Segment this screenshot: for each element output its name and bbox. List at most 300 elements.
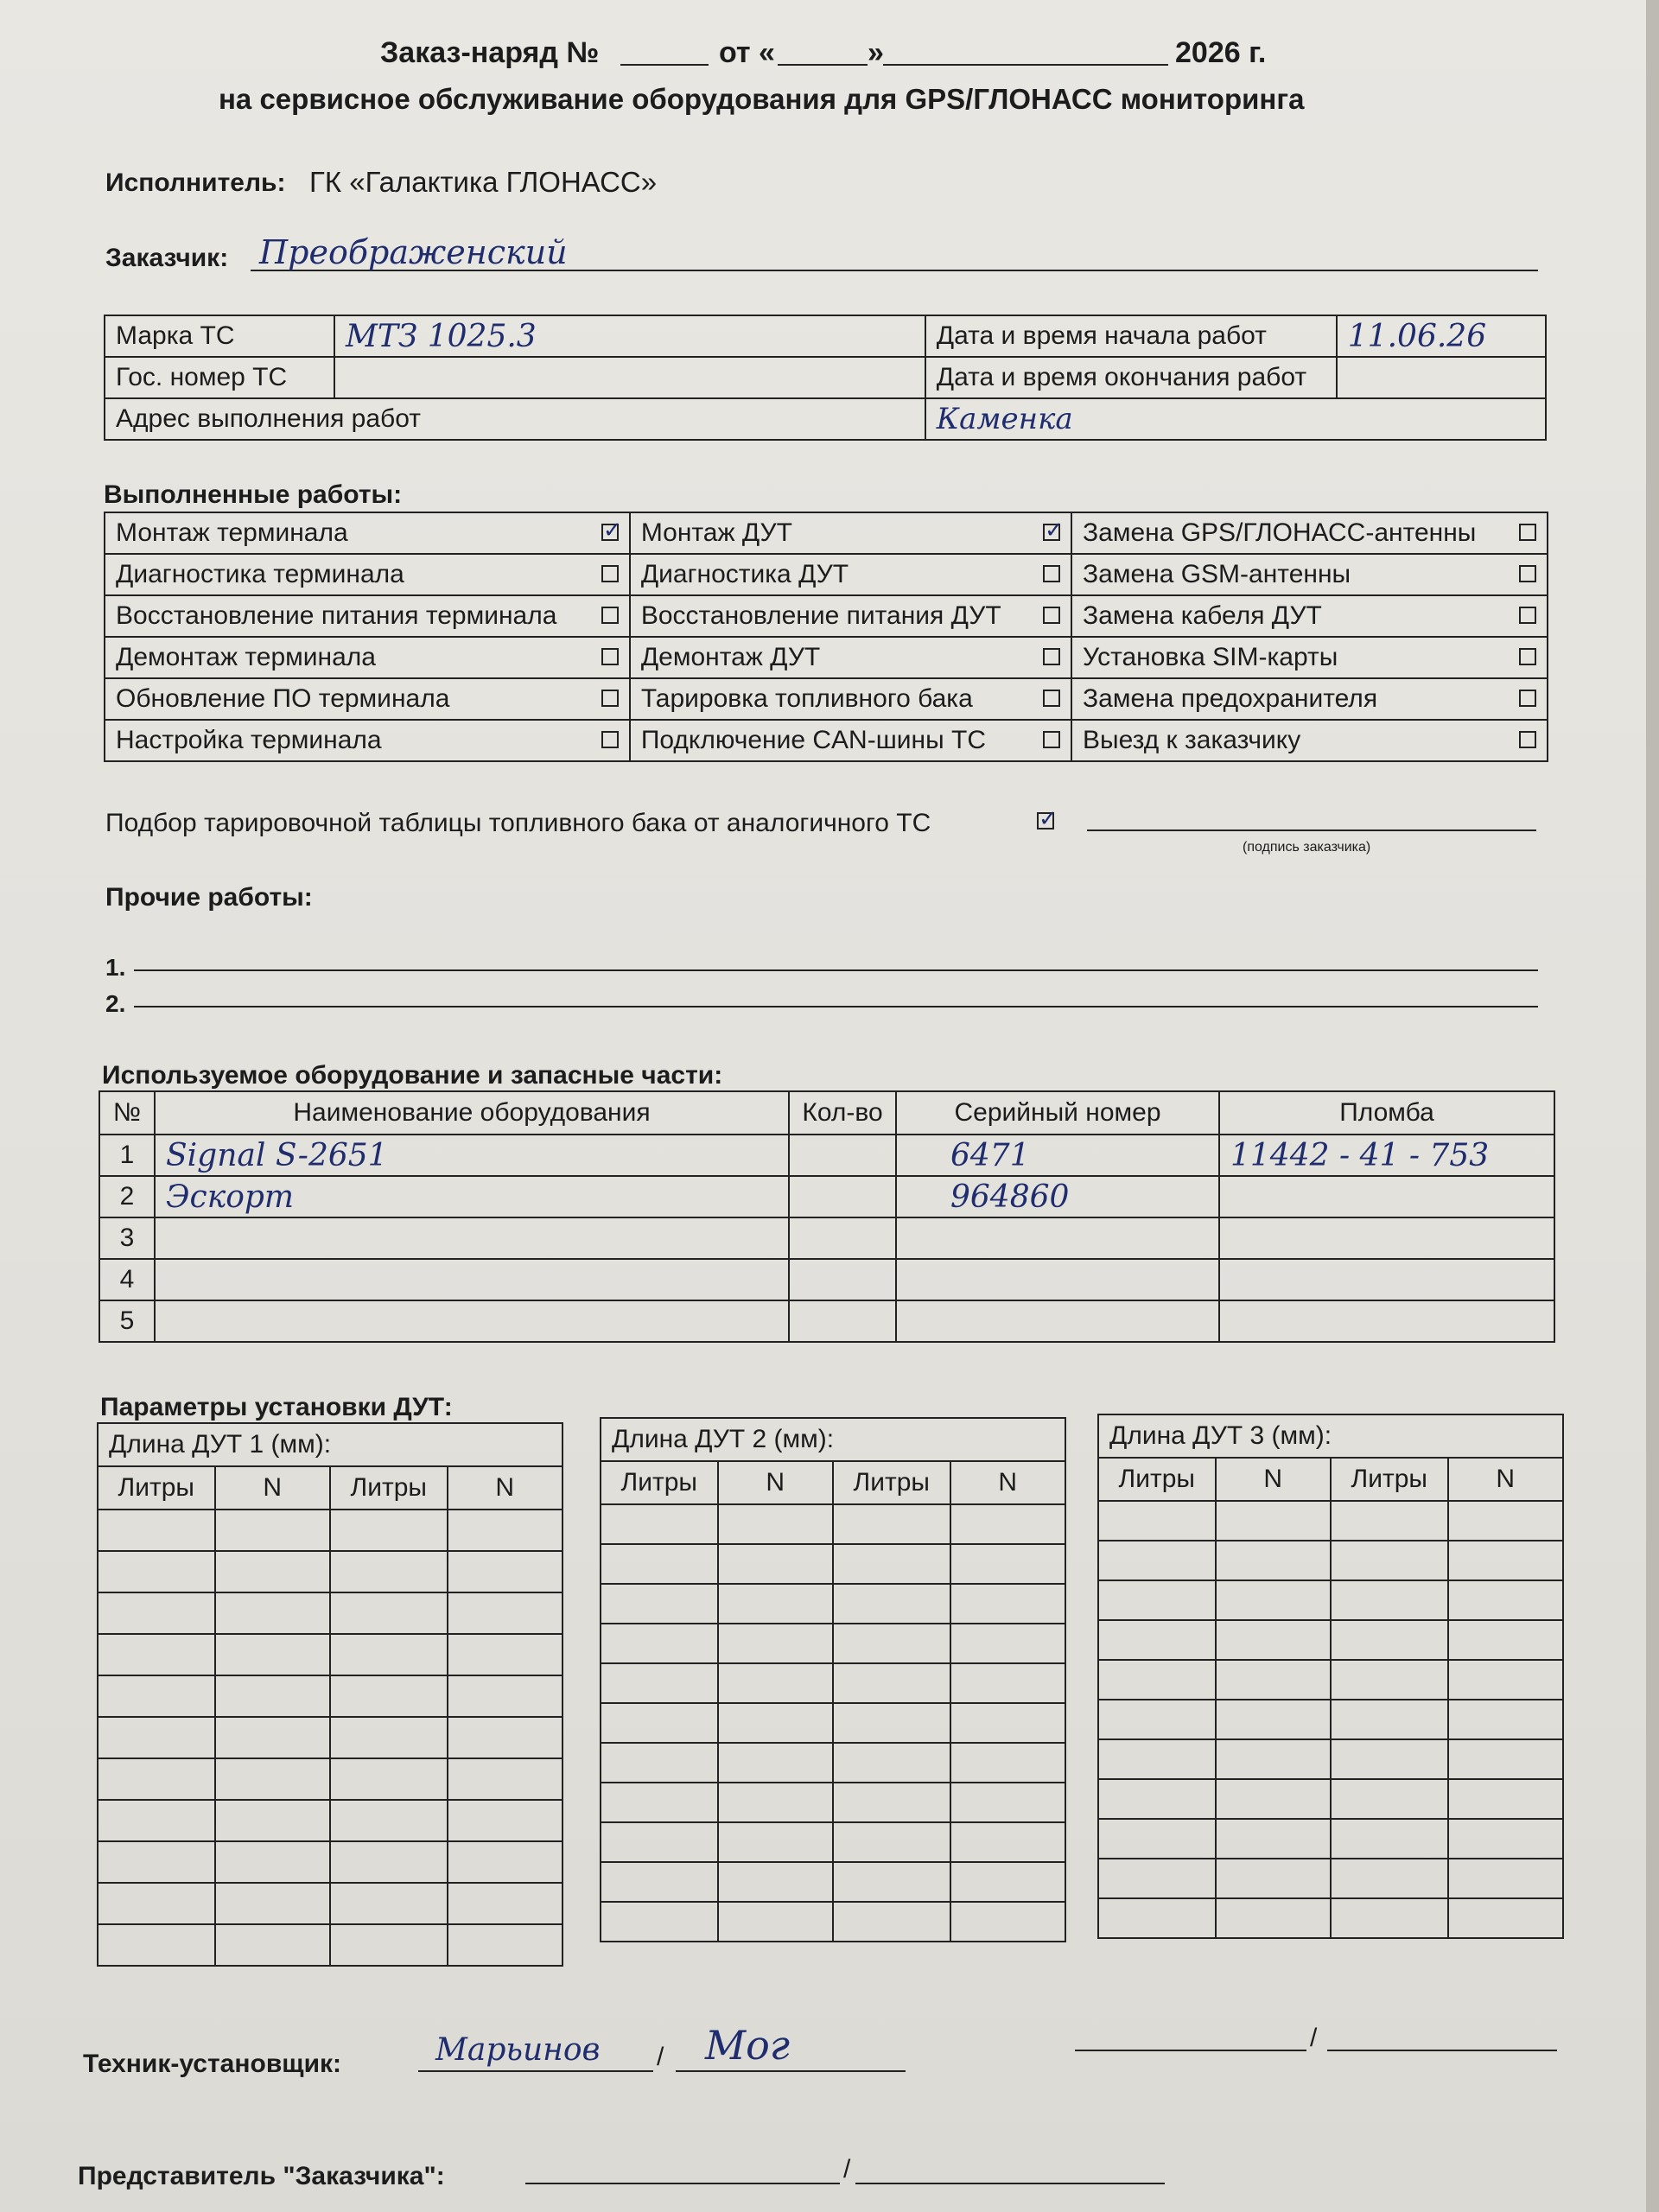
work-item: Замена предохранителя xyxy=(1071,678,1500,720)
equipment-cell-serial[interactable] xyxy=(896,1217,1219,1259)
dut-cell[interactable] xyxy=(215,1841,330,1883)
second-slash: / xyxy=(1310,2024,1318,2052)
dut-column-header: Литры xyxy=(1331,1458,1448,1501)
technician-name-field[interactable] xyxy=(418,2070,653,2072)
dut-row xyxy=(1098,1779,1563,1819)
dut-cell[interactable] xyxy=(718,1783,833,1822)
representative-signature-field[interactable] xyxy=(855,2183,1165,2184)
dut-column-header: Литры xyxy=(1098,1458,1216,1501)
equipment-cell-qty[interactable] xyxy=(789,1300,896,1342)
dut-cell[interactable] xyxy=(98,1717,215,1758)
equipment-cell-serial[interactable] xyxy=(896,1176,1219,1217)
representative-name-field[interactable] xyxy=(525,2183,840,2184)
dut-cell[interactable] xyxy=(601,1504,718,1544)
dut-cell[interactable] xyxy=(330,1800,448,1841)
equipment-cell-qty[interactable] xyxy=(789,1217,896,1259)
dut-cell[interactable] xyxy=(448,1800,563,1841)
dut-cell[interactable] xyxy=(833,1663,950,1703)
equipment-cell-seal[interactable] xyxy=(1219,1217,1554,1259)
dut-cell[interactable] xyxy=(98,1634,215,1675)
dut-row xyxy=(601,1862,1065,1902)
dut-cell[interactable] xyxy=(330,1883,448,1924)
work-checkbox-cell[interactable] xyxy=(1024,512,1071,554)
dut-cell[interactable] xyxy=(448,1634,563,1675)
dut-cell[interactable] xyxy=(1216,1501,1331,1541)
work-checkbox-cell[interactable] xyxy=(1024,637,1071,678)
equipment-cell-name[interactable] xyxy=(155,1217,789,1259)
dut-cell[interactable] xyxy=(1098,1819,1216,1859)
dut-cell[interactable] xyxy=(330,1510,448,1551)
dut-cell[interactable] xyxy=(1331,1660,1448,1700)
dut-cell[interactable] xyxy=(833,1544,950,1584)
brand-value: МТЗ 1025.3 xyxy=(346,318,537,354)
checkbox-icon xyxy=(601,565,619,582)
work-item: Обновление ПО терминала xyxy=(105,678,582,720)
dut-cell[interactable] xyxy=(950,1624,1065,1663)
dut-cell[interactable] xyxy=(718,1862,833,1902)
dut-row xyxy=(1098,1660,1563,1700)
work-checkbox-cell[interactable] xyxy=(1500,512,1548,554)
dut-cell[interactable] xyxy=(1448,1700,1563,1739)
representative-slash: / xyxy=(843,2155,851,2183)
dut-cell[interactable] xyxy=(1448,1541,1563,1580)
dut-cell[interactable] xyxy=(1216,1541,1331,1580)
checkbox-icon xyxy=(1519,648,1536,665)
checkbox-icon xyxy=(1519,565,1536,582)
dut-cell[interactable] xyxy=(950,1663,1065,1703)
equipment-header-cell: Кол-во xyxy=(789,1091,896,1135)
dut-cell[interactable] xyxy=(1098,1859,1216,1898)
other-work-field-1[interactable] xyxy=(134,969,1538,971)
equipment-cell-serial[interactable] xyxy=(896,1259,1219,1300)
dut-cell[interactable] xyxy=(1216,1859,1331,1898)
dut-row xyxy=(601,1663,1065,1703)
dut-cell[interactable] xyxy=(215,1883,330,1924)
dut-cell[interactable] xyxy=(1216,1898,1331,1938)
dut-cell[interactable] xyxy=(601,1624,718,1663)
customer-label: Заказчик: xyxy=(105,244,229,272)
order-number-field[interactable] xyxy=(620,64,709,66)
work-checkbox-cell[interactable] xyxy=(1500,637,1548,678)
checkbox-icon xyxy=(1043,690,1060,707)
dut-row xyxy=(1098,1898,1563,1938)
other-work-number-1: 1. xyxy=(105,954,126,981)
work-checkbox-cell[interactable] xyxy=(582,720,630,761)
equipment-value-seal: 11442 - 41 - 753 xyxy=(1230,1137,1490,1173)
plate-value[interactable] xyxy=(334,357,925,398)
dut-column-header: Литры xyxy=(98,1466,215,1510)
other-work-number-2: 2. xyxy=(105,990,126,1017)
work-checkbox-cell[interactable] xyxy=(582,678,630,720)
equipment-cell-n: 4 xyxy=(99,1259,155,1300)
technician-label: Техник-установщик: xyxy=(83,2050,342,2078)
equipment-cell-seal[interactable] xyxy=(1219,1135,1554,1176)
dut-cell[interactable] xyxy=(1331,1541,1448,1580)
work-checkbox-cell[interactable] xyxy=(582,554,630,595)
work-checkbox-cell[interactable] xyxy=(1024,678,1071,720)
work-item: Настройка терминала xyxy=(105,720,582,761)
dut-cell[interactable] xyxy=(1098,1700,1216,1739)
dut-cell[interactable] xyxy=(448,1510,563,1551)
dut-cell[interactable] xyxy=(1098,1779,1216,1819)
form-subtitle: на сервисное обслуживание оборудования для GPS/ГЛОНАСС мониторинга xyxy=(219,83,1305,115)
dut-cell[interactable] xyxy=(215,1634,330,1675)
customer-signature-field[interactable] xyxy=(1087,830,1536,831)
dut-column-header: N xyxy=(718,1461,833,1504)
equipment-value-serial: 964860 xyxy=(950,1179,1070,1215)
dut-cell[interactable] xyxy=(1098,1739,1216,1779)
dut-cell[interactable] xyxy=(1331,1739,1448,1779)
work-item: Демонтаж ДУТ xyxy=(630,637,1024,678)
dut-cell[interactable] xyxy=(601,1743,718,1783)
dut-cell[interactable] xyxy=(950,1902,1065,1942)
dut-column-header: Литры xyxy=(601,1461,718,1504)
dut-cell[interactable] xyxy=(215,1800,330,1841)
dut-cell[interactable] xyxy=(1216,1779,1331,1819)
equipment-cell-qty[interactable] xyxy=(789,1176,896,1217)
dut-cell[interactable] xyxy=(1216,1700,1331,1739)
checkbox-icon xyxy=(601,607,619,624)
dut-cell[interactable] xyxy=(1216,1620,1331,1660)
dut-cell[interactable] xyxy=(215,1758,330,1800)
equipment-row xyxy=(99,1217,1554,1259)
dut-cell[interactable] xyxy=(215,1717,330,1758)
start-value-cell[interactable] xyxy=(1337,315,1546,357)
technician-signature-field[interactable] xyxy=(676,2070,906,2072)
dut-cell[interactable] xyxy=(448,1758,563,1800)
dut-row xyxy=(601,1544,1065,1584)
dut-cell[interactable] xyxy=(1216,1580,1331,1620)
dut-cell[interactable] xyxy=(718,1504,833,1544)
work-checkbox-cell[interactable] xyxy=(1024,595,1071,637)
dut-cell[interactable] xyxy=(833,1743,950,1783)
work-item: Диагностика терминала xyxy=(105,554,582,595)
other-work-field-2[interactable] xyxy=(134,1006,1538,1007)
dut-cell[interactable] xyxy=(330,1675,448,1717)
order-date-from-label: от « xyxy=(719,36,775,69)
dut-cell[interactable] xyxy=(448,1717,563,1758)
dut-cell[interactable] xyxy=(330,1758,448,1800)
dut-length-label[interactable]: Длина ДУТ 1 (мм): xyxy=(98,1423,563,1466)
equipment-cell-n: 1 xyxy=(99,1135,155,1176)
dut-cell[interactable] xyxy=(330,1551,448,1592)
dut-cell[interactable] xyxy=(1448,1580,1563,1620)
dut-cell[interactable] xyxy=(448,1924,563,1966)
dut-cell[interactable] xyxy=(1098,1580,1216,1620)
dut-cell[interactable] xyxy=(1098,1898,1216,1938)
dut-row xyxy=(601,1783,1065,1822)
dut-row xyxy=(98,1634,563,1675)
order-month-field[interactable] xyxy=(883,64,1168,66)
dut-cell[interactable] xyxy=(950,1783,1065,1822)
dut-cell[interactable] xyxy=(98,1841,215,1883)
dut-cell[interactable] xyxy=(1216,1739,1331,1779)
dut-cell[interactable] xyxy=(1216,1819,1331,1859)
work-checkbox-cell[interactable] xyxy=(1500,595,1548,637)
dut-cell[interactable] xyxy=(601,1584,718,1624)
work-item: Монтаж терминала xyxy=(105,512,582,554)
work-checkbox-cell[interactable] xyxy=(1024,720,1071,761)
dut-cell[interactable] xyxy=(833,1703,950,1743)
dut-cell[interactable] xyxy=(950,1822,1065,1862)
dut-row xyxy=(98,1883,563,1924)
equipment-header-cell: Пломба xyxy=(1219,1091,1554,1135)
equipment-value-serial: 6471 xyxy=(950,1137,1030,1173)
dut-cell[interactable] xyxy=(98,1758,215,1800)
dut-cell[interactable] xyxy=(718,1902,833,1942)
work-checkbox-cell[interactable] xyxy=(582,637,630,678)
dut-cell[interactable] xyxy=(98,1675,215,1717)
dut-cell[interactable] xyxy=(1331,1620,1448,1660)
representative-label: Представитель "Заказчика": xyxy=(78,2162,445,2190)
checkbox-icon xyxy=(1519,690,1536,707)
work-item: Тарировка топливного бака xyxy=(630,678,1024,720)
dut-cell[interactable] xyxy=(215,1510,330,1551)
dut-cell[interactable] xyxy=(833,1862,950,1902)
dut-cell[interactable] xyxy=(448,1592,563,1634)
start-label: Дата и время начала работ xyxy=(925,315,1337,357)
plate-label: Гос. номер ТС xyxy=(105,357,334,398)
dut-cell[interactable] xyxy=(718,1584,833,1624)
dut-cell[interactable] xyxy=(1448,1819,1563,1859)
dut-row xyxy=(601,1703,1065,1743)
dut-cell[interactable] xyxy=(215,1924,330,1966)
equipment-value-serial xyxy=(907,1304,950,1339)
dut-cell[interactable] xyxy=(833,1624,950,1663)
dut-cell[interactable] xyxy=(833,1783,950,1822)
dut-cell[interactable] xyxy=(833,1902,950,1942)
dut-cell[interactable] xyxy=(950,1703,1065,1743)
dut-cell[interactable] xyxy=(601,1902,718,1942)
dut-cell[interactable] xyxy=(601,1783,718,1822)
dut-cell[interactable] xyxy=(448,1883,563,1924)
dut-cell[interactable] xyxy=(601,1822,718,1862)
dut-cell[interactable] xyxy=(1448,1859,1563,1898)
brand-value-cell[interactable] xyxy=(334,315,925,357)
dut-cell[interactable] xyxy=(601,1544,718,1584)
equipment-cell-qty[interactable] xyxy=(789,1135,896,1176)
dut-cell[interactable] xyxy=(601,1862,718,1902)
dut-cell[interactable] xyxy=(330,1717,448,1758)
dut-cell[interactable] xyxy=(98,1883,215,1924)
dut-cell[interactable] xyxy=(1448,1898,1563,1938)
dut-cell[interactable] xyxy=(330,1634,448,1675)
order-day-field[interactable] xyxy=(778,64,868,66)
address-label: Адрес выполнения работ xyxy=(105,398,925,440)
dut-cell[interactable] xyxy=(1331,1501,1448,1541)
checkbox-icon xyxy=(601,648,619,665)
dut-cell[interactable] xyxy=(330,1924,448,1966)
dut-cell[interactable] xyxy=(330,1592,448,1634)
dut-cell[interactable] xyxy=(448,1551,563,1592)
dut-cell[interactable] xyxy=(1098,1541,1216,1580)
vehicle-info-table xyxy=(104,315,1547,441)
dut-column-header: N xyxy=(215,1466,330,1510)
dut-cell[interactable] xyxy=(950,1862,1065,1902)
work-checkbox-cell[interactable] xyxy=(582,595,630,637)
dut-cell[interactable] xyxy=(1331,1859,1448,1898)
dut-cell[interactable] xyxy=(1448,1501,1563,1541)
technician-signature: Мог xyxy=(705,2022,791,2069)
work-item: Диагностика ДУТ xyxy=(630,554,1024,595)
work-item: Монтаж ДУТ xyxy=(630,512,1024,554)
address-value: Каменка xyxy=(936,402,1073,436)
work-item: Восстановление питания терминала xyxy=(105,595,582,637)
dut-cell[interactable] xyxy=(718,1743,833,1783)
dut-cell[interactable] xyxy=(950,1584,1065,1624)
dut-table-1 xyxy=(97,1422,563,1967)
equipment-cell-serial[interactable] xyxy=(896,1300,1219,1342)
dut-cell[interactable] xyxy=(1098,1501,1216,1541)
dut-row xyxy=(1098,1819,1563,1859)
dut-row xyxy=(601,1584,1065,1624)
equipment-value-name: Signal S-2651 xyxy=(166,1137,388,1173)
equipment-cell-name[interactable] xyxy=(155,1135,789,1176)
work-item: Замена GSM-антенны xyxy=(1071,554,1500,595)
equipment-table xyxy=(99,1090,1555,1343)
equipment-value-serial xyxy=(907,1221,950,1256)
dut-row xyxy=(1098,1501,1563,1541)
dut-length-label[interactable]: Длина ДУТ 2 (мм): xyxy=(601,1418,1065,1461)
equipment-cell-name[interactable] xyxy=(155,1176,789,1217)
customer-signature-hint: (подпись заказчика) xyxy=(1243,840,1371,855)
dut-cell[interactable] xyxy=(1448,1739,1563,1779)
dut-cell[interactable] xyxy=(1448,1779,1563,1819)
dut-row xyxy=(98,1592,563,1634)
equipment-cell-seal[interactable] xyxy=(1219,1176,1554,1217)
checkbox-icon xyxy=(1043,607,1060,624)
equipment-cell-name[interactable] xyxy=(155,1259,789,1300)
second-signature-field[interactable] xyxy=(1327,2050,1557,2051)
dut-cell[interactable] xyxy=(215,1592,330,1634)
equipment-cell-name[interactable] xyxy=(155,1300,789,1342)
dut-cell[interactable] xyxy=(1331,1898,1448,1938)
end-value[interactable] xyxy=(1337,357,1546,398)
dut-cell[interactable] xyxy=(718,1663,833,1703)
work-item: Подключение CAN-шины ТС xyxy=(630,720,1024,761)
dut-cell[interactable] xyxy=(98,1592,215,1634)
equipment-cell-n: 3 xyxy=(99,1217,155,1259)
equipment-row xyxy=(99,1300,1554,1342)
checkbox-icon xyxy=(1043,565,1060,582)
dut-cell[interactable] xyxy=(1331,1779,1448,1819)
dut-cell[interactable] xyxy=(950,1743,1065,1783)
equipment-cell-serial[interactable] xyxy=(896,1135,1219,1176)
dut-column-header: N xyxy=(1448,1458,1563,1501)
equipment-cell-seal[interactable] xyxy=(1219,1259,1554,1300)
work-item: Замена GPS/ГЛОНАСС-антенны xyxy=(1071,512,1500,554)
dut-cell[interactable] xyxy=(98,1551,215,1592)
dut-cell[interactable] xyxy=(601,1663,718,1703)
executor-value: ГК «Галактика ГЛОНАСС» xyxy=(309,166,658,198)
customer-handwritten-value: Преображенский xyxy=(259,233,568,271)
dut-cell[interactable] xyxy=(1331,1700,1448,1739)
dut-cell[interactable] xyxy=(215,1551,330,1592)
dut-column-header: N xyxy=(448,1466,563,1510)
equipment-value-name: Эскорт xyxy=(166,1179,295,1215)
dut-row xyxy=(601,1743,1065,1783)
dut-cell[interactable] xyxy=(950,1544,1065,1584)
equipment-value-serial xyxy=(907,1262,950,1298)
executor-label: Исполнитель: xyxy=(105,168,286,197)
dut-cell[interactable] xyxy=(833,1504,950,1544)
second-name-field[interactable] xyxy=(1075,2050,1306,2051)
dut-length-label[interactable]: Длина ДУТ 3 (мм): xyxy=(1098,1414,1563,1458)
dut-cell[interactable] xyxy=(1331,1819,1448,1859)
equipment-row xyxy=(99,1135,1554,1176)
dut-cell[interactable] xyxy=(98,1924,215,1966)
checkbox-icon xyxy=(1519,607,1536,624)
dut-row xyxy=(98,1717,563,1758)
checkbox-icon xyxy=(1043,731,1060,748)
equipment-cell-n: 5 xyxy=(99,1300,155,1342)
dut-cell[interactable] xyxy=(718,1544,833,1584)
equipment-cell-n: 2 xyxy=(99,1176,155,1217)
dut-cell[interactable] xyxy=(215,1675,330,1717)
work-checkbox-cell[interactable] xyxy=(1500,720,1548,761)
equipment-row xyxy=(99,1176,1554,1217)
dut-cell[interactable] xyxy=(330,1841,448,1883)
brand-label: Марка ТС xyxy=(105,315,334,357)
works-table xyxy=(104,512,1548,762)
work-item: Выезд к заказчику xyxy=(1071,720,1500,761)
dut-row xyxy=(601,1504,1065,1544)
work-checkbox-cell[interactable] xyxy=(1500,554,1548,595)
dut-cell[interactable] xyxy=(833,1822,950,1862)
work-checkbox-cell[interactable] xyxy=(582,512,630,554)
checkbox-icon xyxy=(601,731,619,748)
dut-cell[interactable] xyxy=(718,1822,833,1862)
equipment-cell-seal[interactable] xyxy=(1219,1300,1554,1342)
dut-column-header: Литры xyxy=(833,1461,950,1504)
dut-row xyxy=(98,1841,563,1883)
equipment-cell-qty[interactable] xyxy=(789,1259,896,1300)
dut-cell[interactable] xyxy=(1098,1660,1216,1700)
end-label: Дата и время окончания работ xyxy=(925,357,1337,398)
dut-cell[interactable] xyxy=(448,1841,563,1883)
dut-cell[interactable] xyxy=(448,1675,563,1717)
start-value: 11.06.26 xyxy=(1347,318,1487,354)
dut-cell[interactable] xyxy=(601,1703,718,1743)
order-year: 2026 г. xyxy=(1175,36,1267,69)
dut-row xyxy=(1098,1700,1563,1739)
dut-row xyxy=(601,1624,1065,1663)
work-item: Замена кабеля ДУТ xyxy=(1071,595,1500,637)
dut-cell[interactable] xyxy=(950,1504,1065,1544)
other-works-title: Прочие работы: xyxy=(105,883,313,912)
dut-cell[interactable] xyxy=(98,1800,215,1841)
address-value-cell[interactable] xyxy=(925,398,1546,440)
dut-cell[interactable] xyxy=(1448,1660,1563,1700)
dut-cell[interactable] xyxy=(1216,1660,1331,1700)
dut-cell[interactable] xyxy=(1098,1620,1216,1660)
dut-row xyxy=(1098,1739,1563,1779)
dut-cell[interactable] xyxy=(1331,1580,1448,1620)
dut-params-title: Параметры установки ДУТ: xyxy=(100,1393,453,1421)
dut-cell[interactable] xyxy=(718,1703,833,1743)
work-checkbox-cell[interactable] xyxy=(1500,678,1548,720)
dut-cell[interactable] xyxy=(718,1624,833,1663)
dut-cell[interactable] xyxy=(1448,1620,1563,1660)
dut-cell[interactable] xyxy=(833,1584,950,1624)
dut-row xyxy=(98,1758,563,1800)
dut-cell[interactable] xyxy=(98,1510,215,1551)
equipment-header-cell: № xyxy=(99,1091,155,1135)
work-checkbox-cell[interactable] xyxy=(1024,554,1071,595)
calibration-checkbox[interactable] xyxy=(1037,812,1054,834)
equipment-row xyxy=(99,1259,1554,1300)
equipment-title: Используемое оборудование и запасные части: xyxy=(102,1061,723,1090)
